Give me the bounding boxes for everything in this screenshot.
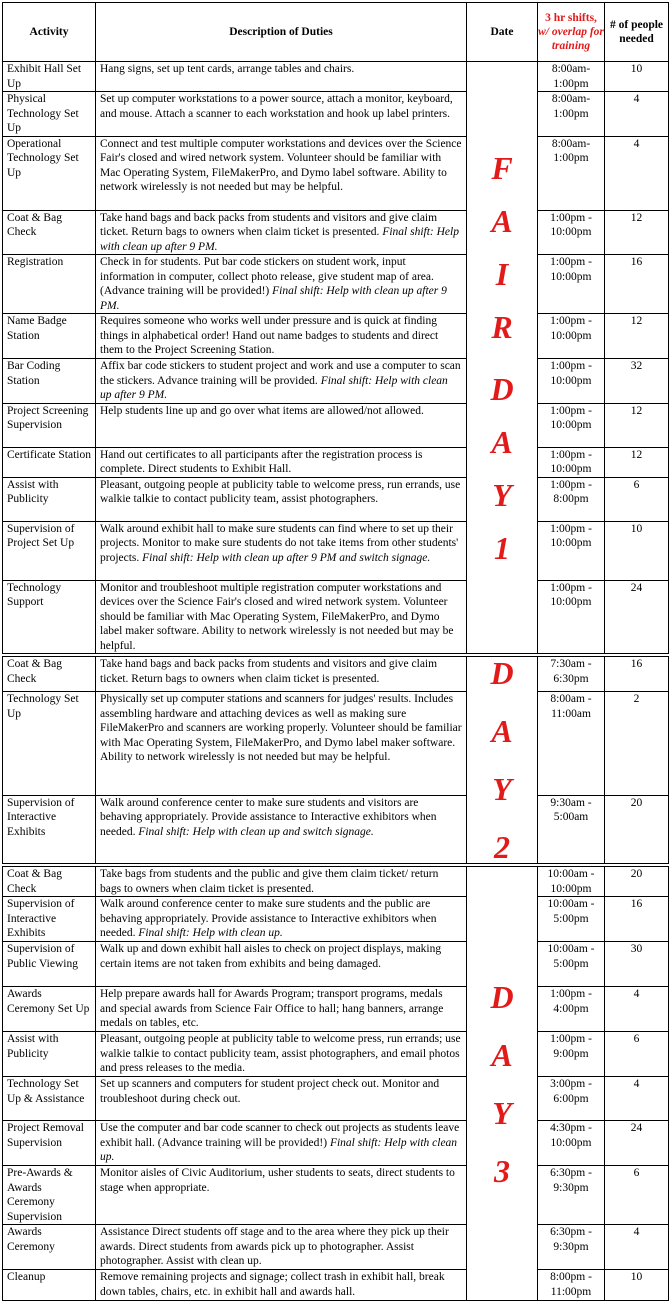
- table-row: [3, 1225, 669, 1270]
- people-needed-cell: 16: [605, 897, 669, 942]
- shift-time-cell: 1:00pm - 10:00pm: [538, 521, 605, 580]
- people-needed-cell: 24: [605, 580, 669, 655]
- activity-cell: Project Screening Supervision: [3, 403, 96, 447]
- activity-cell: Bar Coding Station: [3, 359, 96, 404]
- people-needed-cell: 10: [605, 521, 669, 580]
- activity-cell: Assist with Publicity: [3, 1032, 96, 1077]
- shift-time-cell: 1:00pm - 10:00pm: [538, 255, 605, 314]
- people-needed-cell: 10: [605, 62, 669, 92]
- table-row: [3, 447, 669, 477]
- activity-cell: Assist with Publicity: [3, 477, 96, 521]
- day-label-day1: [467, 149, 537, 566]
- table-row: [3, 210, 669, 255]
- description-cell: [96, 403, 467, 447]
- table-row: [3, 865, 669, 897]
- table-row: [3, 521, 669, 580]
- table-row: [3, 1032, 669, 1077]
- description-text: Assistance Direct students off stage and to the area where they pick up their awards. Direct students from awards pick up to photographer. Assist photographer. Assist with clean up.: [100, 1226, 449, 1267]
- people-needed-cell: 12: [605, 403, 669, 447]
- description-text: Walk around exhibit hall to make sure students can find where to set up their projects. Monitor to make sure students do not take items from other students' projects.: [100, 522, 459, 564]
- description-cell: [96, 136, 467, 210]
- description-text: Monitor and troubleshoot multiple registration computer workstations and devices over the Science Fair's closed and wired network system. Volunteer should be familiar with Mac Operating System, FileMakerPro, and Dymo label maker software. Ability to network wirelessly is not needed but may be helpful.: [100, 581, 454, 652]
- shift-time-cell: 10:00am - 5:00pm: [538, 942, 605, 987]
- people-needed-cell: 4: [605, 136, 669, 210]
- activity-cell: Technology Set Up: [3, 692, 96, 796]
- description-text: Physically set up computer stations and scanners for judges' results. Includes assembling hardware and attaching devices as well as making sure FileMakerPro and scanners are working properly. Volunteer should be familiar with Mac Operating System, FileMakerPro, and Dymo label maker software. Ability to network wirelessly is not needed but may be helpful.: [100, 693, 462, 764]
- shift-time-cell: 8:00pm - 11:00pm: [538, 1270, 605, 1301]
- description-cell: [96, 692, 467, 796]
- table-row: [3, 580, 669, 655]
- description-cell: [96, 655, 467, 692]
- final-shift-note: Final shift: Help with clean up after 9 PM and switch signage.: [142, 551, 431, 564]
- table-row: [3, 403, 669, 447]
- people-needed-cell: 6: [605, 1166, 669, 1225]
- people-needed-cell: 4: [605, 1077, 669, 1121]
- people-needed-cell: 24: [605, 1121, 669, 1166]
- people-needed-cell: 10: [605, 1270, 669, 1301]
- description-text: Walk up and down exhibit hall aisles to check on project displays, making certain items are not taken from exhibits and being damaged.: [100, 943, 442, 970]
- day-label-letter: 3: [494, 1152, 510, 1189]
- activity-cell: Name Badge Station: [3, 314, 96, 359]
- table-row: [3, 795, 669, 865]
- people-needed-cell: 16: [605, 655, 669, 692]
- description-cell: [96, 1225, 467, 1270]
- table-row: [3, 1270, 669, 1301]
- description-cell: [96, 1270, 467, 1301]
- table-row: [3, 359, 669, 404]
- people-needed-cell: 12: [605, 447, 669, 477]
- people-needed-cell: 16: [605, 255, 669, 314]
- shift-time-cell: 3:00pm - 6:00pm: [538, 1077, 605, 1121]
- people-needed-cell: 32: [605, 359, 669, 404]
- description-text: Take bags from students and the public and give them claim ticket/ return bags to owners when claim ticket is presented.: [100, 868, 439, 895]
- people-needed-cell: 4: [605, 987, 669, 1032]
- description-text: Take hand bags and back packs from students and visitors and give claim ticket. Return bags to owners when claim ticket is presented.: [100, 211, 438, 238]
- day-label-letter: A: [491, 713, 513, 749]
- shift-time-cell: 8:00am-1:00pm: [538, 92, 605, 137]
- shift-time-cell: 7:30am - 6:30pm: [538, 655, 605, 692]
- people-needed-cell: 6: [605, 1032, 669, 1077]
- shift-time-cell: 10:00am - 10:00pm: [538, 865, 605, 897]
- shift-time-cell: 8:00am - 11:00am: [538, 692, 605, 796]
- description-text: Walk around conference center to make sure students and visitors are behaving appropriately. Provide assistance to Interactive exhibitors when needed.: [100, 796, 437, 838]
- description-cell: [96, 1077, 467, 1121]
- description-cell: [96, 795, 467, 865]
- table-row: [3, 255, 669, 314]
- description-cell: [96, 447, 467, 477]
- table-row: [3, 136, 669, 210]
- description-cell: [96, 92, 467, 137]
- description-text: Pleasant, outgoing people at publicity table to welcome press, run errands; use walkie talkie to contact publicity team, assist photographers, and email photos and press releases to the media.: [100, 1033, 461, 1074]
- day-label-letter: D: [490, 655, 514, 691]
- table-row: [3, 1166, 669, 1225]
- description-text: Walk around conference center to make sure students and the public are behaving appropriately. Provide assistance to Interactive exhibitors when needed.: [100, 898, 437, 939]
- date-cell-day3: [467, 865, 538, 1301]
- day-label-letter: D: [490, 978, 514, 1015]
- table-row: [3, 62, 669, 92]
- description-cell: [96, 521, 467, 580]
- people-needed-cell: 12: [605, 314, 669, 359]
- final-shift-note: Final shift: Help with clean up after 9 PM.: [100, 285, 447, 312]
- description-cell: [96, 1166, 467, 1225]
- description-text: Affix bar code stickers to student project and work and use a computer to scan the stickers. Advance training will be provided.: [100, 360, 461, 387]
- activity-cell: Coat & Bag Check: [3, 865, 96, 897]
- shift-time-cell: 1:00pm - 8:00pm: [538, 477, 605, 521]
- description-cell: [96, 477, 467, 521]
- people-needed-cell: 4: [605, 1225, 669, 1270]
- description-cell: [96, 210, 467, 255]
- description-text: Remove remaining projects and signage; collect trash in exhibit hall, break down tables, chairs, etc. in exhibit hall and awards hall.: [100, 1271, 445, 1298]
- table-row: [3, 314, 669, 359]
- activity-cell: Awards Ceremony: [3, 1225, 96, 1270]
- description-text: Use the computer and bar code scanner to check out projects as students leave exhibit hall. (Advance training will be provided!): [100, 1122, 460, 1149]
- activity-cell: Operational Technology Set Up: [3, 136, 96, 210]
- day-label-letter: F: [491, 149, 513, 186]
- day-label-day2: [467, 657, 537, 863]
- shift-time-cell: 1:00pm - 9:00pm: [538, 1032, 605, 1077]
- header-shifts: [538, 3, 605, 62]
- description-text: Requires someone who works well under pressure and is quick at finding things in alphabetical order! Hand out name badges to students and direct them to the Project Screening Station.: [100, 315, 439, 356]
- description-cell: [96, 897, 467, 942]
- final-shift-note: Final shift: Help with clean up after 9 PM.: [100, 226, 459, 253]
- day-label-letter: R: [491, 308, 513, 345]
- duties-table: [2, 2, 669, 1301]
- description-text: Set up computer workstations to a power source, attach a monitor, keyboard, and mouse. Attach a scanner to each workstation and hook up label printers.: [100, 93, 453, 120]
- header-description: Description of Duties: [96, 3, 467, 62]
- description-text: Help prepare awards hall for Awards Program; transport programs, medals and special awards from Science Fair Office to hall; hang banners, arrange medals on tables, etc.: [100, 988, 444, 1029]
- people-needed-cell: 12: [605, 210, 669, 255]
- description-cell: [96, 942, 467, 987]
- shift-time-cell: 4:30pm - 10:00pm: [538, 1121, 605, 1166]
- final-shift-note: Final shift: Help with clean up after 9 PM.: [100, 374, 448, 401]
- description-cell: [96, 865, 467, 897]
- day-label-letter: A: [491, 202, 513, 239]
- activity-cell: Coat & Bag Check: [3, 210, 96, 255]
- description-text: Help students line up and go over what items are allowed/not allowed.: [100, 404, 424, 417]
- date-cell-day2: [467, 655, 538, 865]
- description-text: Monitor aisles of Civic Auditorium, usher students to seats, direct students to stage when appropriate.: [100, 1167, 455, 1194]
- activity-cell: Cleanup: [3, 1270, 96, 1301]
- table-row: [3, 477, 669, 521]
- activity-cell: Supervision of Interactive Exhibits: [3, 795, 96, 865]
- activity-cell: Supervision of Interactive Exhibits: [3, 897, 96, 942]
- activity-cell: Pre-Awards & Awards Ceremony Supervision: [3, 1166, 96, 1225]
- day-label-letter: I: [495, 255, 509, 292]
- day-label-letter: 1: [494, 529, 510, 566]
- shift-time-cell: 8:00am-1:00pm: [538, 62, 605, 92]
- final-shift-note: Final shift: Help with clean up.: [100, 1136, 458, 1163]
- description-text: Check in for students. Put bar code stickers on student work, input information in computer, collect photo release, give student map of area. (Advance training will be provided!): [100, 256, 434, 297]
- table-row: [3, 987, 669, 1032]
- activity-cell: Awards Ceremony Set Up: [3, 987, 96, 1032]
- description-cell: [96, 580, 467, 655]
- description-text: Pleasant, outgoing people at publicity table to welcome press, run errands, use walkie talkie to contact publicity team, assist photographers.: [100, 478, 461, 505]
- shift-time-cell: 1:00pm - 10:00pm: [538, 403, 605, 447]
- people-needed-cell: 2: [605, 692, 669, 796]
- day-label-letter: A: [491, 423, 513, 460]
- description-cell: [96, 62, 467, 92]
- volunteer-duties-sheet: [2, 2, 670, 1298]
- header-shifts-line2: w/ overlap for training: [538, 26, 604, 52]
- description-text: Hand out certificates to all participants after the registration process is complete. Direct students to Exhibit Hall.: [100, 448, 423, 475]
- date-cell-day1: [467, 62, 538, 656]
- header-row: [3, 3, 669, 62]
- table-row: [3, 897, 669, 942]
- day-label-letter: 2: [494, 829, 510, 865]
- table-row: [3, 942, 669, 987]
- day-label-letter: Y: [492, 476, 512, 513]
- day-label-letter: D: [490, 370, 514, 407]
- description-cell: [96, 314, 467, 359]
- people-needed-cell: 4: [605, 92, 669, 137]
- header-date: Date: [467, 3, 538, 62]
- shift-time-cell: 10:00am - 5:00pm: [538, 897, 605, 942]
- people-needed-cell: 20: [605, 865, 669, 897]
- description-text: Set up scanners and computers for student project check out. Monitor and troubleshoot during check out.: [100, 1078, 440, 1105]
- activity-cell: Supervision of Public Viewing: [3, 942, 96, 987]
- people-needed-cell: 6: [605, 477, 669, 521]
- day-label-letter: Y: [492, 771, 512, 807]
- description-cell: [96, 1121, 467, 1166]
- shift-time-cell: 1:00pm - 10:00pm: [538, 314, 605, 359]
- shift-time-cell: 1:00pm - 10:00pm: [538, 447, 605, 477]
- shift-time-cell: 6:30pm - 9:30pm: [538, 1166, 605, 1225]
- activity-cell: Physical Technology Set Up: [3, 92, 96, 137]
- activity-cell: Certificate Station: [3, 447, 96, 477]
- table-row: [3, 1077, 669, 1121]
- description-cell: [96, 359, 467, 404]
- table-row: [3, 92, 669, 137]
- day-label-letter: Y: [492, 1094, 512, 1131]
- description-text: Take hand bags and back packs from students and visitors and give claim ticket. Return bags to owners when claim ticket is presented.: [100, 658, 438, 685]
- shift-time-cell: 1:00pm - 10:00pm: [538, 210, 605, 255]
- activity-cell: Technology Support: [3, 580, 96, 655]
- activity-cell: Technology Set Up & Assistance: [3, 1077, 96, 1121]
- shift-time-cell: 6:30pm - 9:30pm: [538, 1225, 605, 1270]
- people-needed-cell: 30: [605, 942, 669, 987]
- activity-cell: Coat & Bag Check: [3, 655, 96, 692]
- table-row: [3, 1121, 669, 1166]
- header-activity: Activity: [3, 3, 96, 62]
- activity-cell: Exhibit Hall Set Up: [3, 62, 96, 92]
- final-shift-note: Final shift: Help with clean up.: [138, 927, 283, 939]
- shift-time-cell: 9:30am - 5:00am: [538, 795, 605, 865]
- activity-cell: Supervision of Project Set Up: [3, 521, 96, 580]
- table-row: [3, 692, 669, 796]
- final-shift-note: Final shift: Help with clean up and switch signage.: [138, 825, 374, 838]
- description-cell: [96, 255, 467, 314]
- description-cell: [96, 987, 467, 1032]
- table-row: [3, 655, 669, 692]
- description-cell: [96, 1032, 467, 1077]
- header-shifts-line1: 3 hr shifts,: [545, 12, 597, 24]
- activity-cell: Project Removal Supervision: [3, 1121, 96, 1166]
- day-label-day3: [467, 978, 537, 1189]
- description-text: Connect and test multiple computer workstations and devices over the Science Fair's closed and wired network system. Volunteer should be familiar with Mac Operating System, FileMakerPro, and Dymo label software. Ability to network wirelessly is not needed but may be helpful.: [100, 137, 462, 193]
- duties-table-body: [3, 62, 669, 1301]
- shift-time-cell: 1:00pm - 10:00pm: [538, 359, 605, 404]
- shift-time-cell: 8:00am-1:00pm: [538, 136, 605, 210]
- shift-time-cell: 1:00pm - 4:00pm: [538, 987, 605, 1032]
- description-text: Hang signs, set up tent cards, arrange tables and chairs.: [100, 63, 355, 75]
- day-label-letter: A: [491, 1036, 513, 1073]
- shift-time-cell: 1:00pm - 10:00pm: [538, 580, 605, 655]
- people-needed-cell: 20: [605, 795, 669, 865]
- activity-cell: Registration: [3, 255, 96, 314]
- header-people: # of people needed: [605, 3, 669, 62]
